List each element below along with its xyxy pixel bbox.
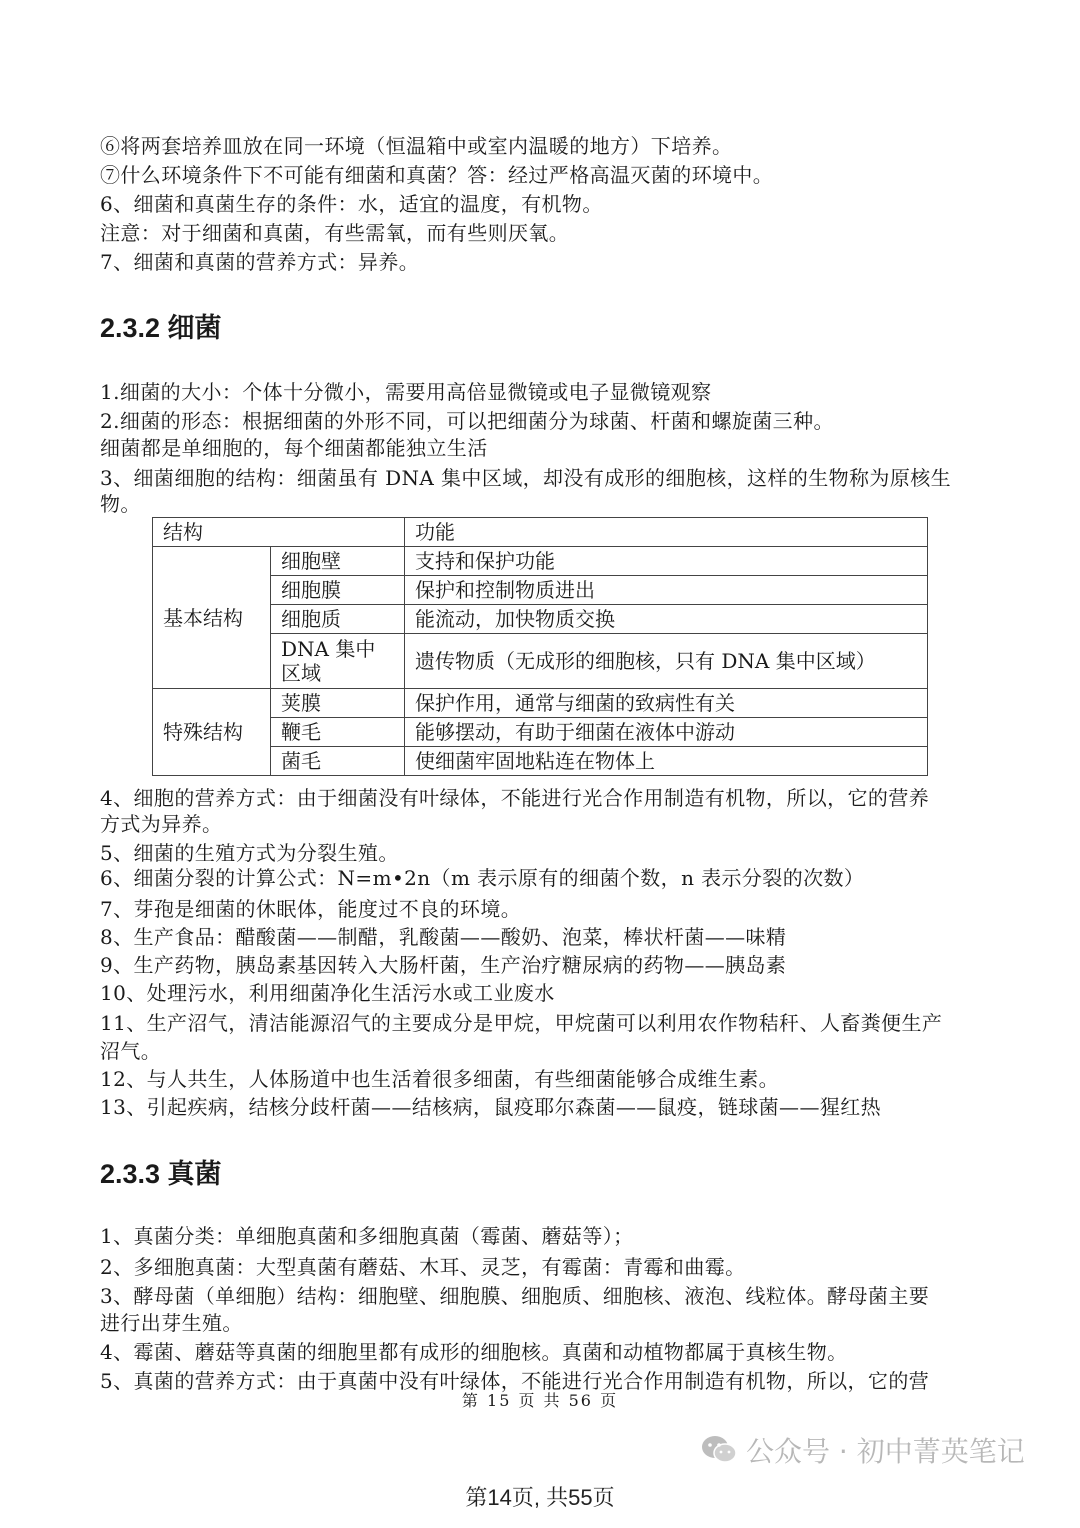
table-row	[153, 689, 928, 718]
table-cell: 细胞膜	[271, 576, 405, 605]
table-header-row	[153, 518, 928, 547]
table-cell: 荚膜	[271, 689, 405, 718]
text-line: 物。	[100, 492, 141, 516]
table-cell: 细胞壁	[271, 547, 405, 576]
watermark	[700, 1430, 1025, 1470]
watermark-text: 公众号 · 初中菁英笔记	[746, 1435, 1025, 1468]
table-group-cell: 特殊结构	[153, 689, 271, 776]
text-line: ⑥将两套培养皿放在同一环境（恒温箱中或室内温暖的地方）下培养。	[100, 134, 733, 158]
text-line: 7、芽孢是细菌的休眠体，能度过不良的环境。	[100, 897, 522, 921]
wechat-icon	[700, 1434, 738, 1466]
bacteria-structure-table	[152, 517, 928, 776]
text-line: 2、多细胞真菌：大型真菌有蘑菇、木耳、灵芝，有霉菌：青霉和曲霉。	[100, 1255, 746, 1279]
text-line: 13、引起疾病，结核分歧杆菌——结核病，鼠疫耶尔森菌——鼠疫，链球菌——猩红热	[100, 1095, 882, 1119]
section-heading-bacteria: 2.3.2 细菌	[100, 313, 222, 343]
text-line: 方式为异养。	[100, 812, 223, 836]
text-line: 8、生产食品：醋酸菌——制醋，乳酸菌——酸奶、泡菜，棒状杆菌——味精	[100, 925, 787, 949]
text-line: 5、细菌的生殖方式为分裂生殖。	[100, 841, 399, 865]
text-line: 4、细胞的营养方式：由于细菌没有叶绿体，不能进行光合作用制造有机物，所以，它的营养	[100, 786, 930, 810]
table-cell: 保护作用，通常与细菌的致病性有关	[405, 689, 928, 718]
text-line: 2.细菌的形态：根据细菌的外形不同，可以把细菌分为球菌、杆菌和螺旋菌三种。	[100, 409, 834, 433]
text-line: 进行出芽生殖。	[100, 1311, 243, 1335]
text-line: 1.细菌的大小：个体十分微小，需要用高倍显微镜或电子显微镜观察	[100, 380, 712, 404]
text-line: 6、细菌和真菌生存的条件：水，适宜的温度，有机物。	[100, 192, 603, 216]
table-cell: 使细菌牢固地粘连在物体上	[405, 747, 928, 776]
text-line: 注意：对于细菌和真菌，有些需氧，而有些则厌氧。	[100, 221, 570, 245]
text-line: 1、真菌分类：单细胞真菌和多细胞真菌（霉菌、蘑菇等）；	[100, 1224, 634, 1248]
table-cell: 菌毛	[271, 747, 405, 776]
text-line: 10、处理污水，利用细菌净化生活污水或工业废水	[100, 981, 555, 1005]
text-line: 3、细菌细胞的结构：细菌虽有 DNA 集中区域，却没有成形的细胞核，这样的生物称为原核生	[100, 466, 952, 490]
section-heading-fungi: 2.3.3 真菌	[100, 1159, 222, 1189]
table-cell: 保护和控制物质进出	[405, 576, 928, 605]
text-line: 9、生产药物，胰岛素基因转入大肠杆菌，生产治疗糖尿病的药物——胰岛素	[100, 953, 787, 977]
text-line: 12、与人共生，人体肠道中也生活着很多细菌，有些细菌能够合成维生素。	[100, 1067, 780, 1091]
page-number: 第 15 页 共 56 页	[461, 1391, 619, 1410]
table-cell: 遗传物质（无成形的细胞核，只有 DNA 集中区域）	[405, 634, 928, 689]
text-line: 细菌都是单细胞的，每个细菌都能独立生活	[100, 436, 488, 460]
table-header-cell: 结构	[153, 518, 405, 547]
text-line: 6、细菌分裂的计算公式：N=m•2n（m 表示原有的细菌个数，n 表示分裂的次数）	[100, 866, 865, 890]
text-line: 3、酵母菌（单细胞）结构：细胞壁、细胞膜、细胞质、细胞核、液泡、线粒体。酵母菌主要	[100, 1284, 930, 1308]
table-cell: 细胞质	[271, 605, 405, 634]
table-cell: 能流动，加快物质交换	[405, 605, 928, 634]
text-line: 11、生产沼气，清洁能源沼气的主要成分是甲烷，甲烷菌可以利用农作物秸秆、人畜粪便生产	[100, 1011, 943, 1035]
table-cell: 支持和保护功能	[405, 547, 928, 576]
table-cell: 能够摆动，有助于细菌在液体中游动	[405, 718, 928, 747]
text-line: 5、真菌的营养方式：由于真菌中没有叶绿体，不能进行光合作用制造有机物，所以，它的营	[100, 1369, 930, 1393]
table-cell: DNA 集中区域	[271, 634, 405, 689]
table-group-cell: 基本结构	[153, 547, 271, 689]
table-header-cell: 功能	[405, 518, 928, 547]
table-cell: 鞭毛	[271, 718, 405, 747]
text-line: 7、细菌和真菌的营养方式：异养。	[100, 250, 420, 274]
table-row	[153, 547, 928, 576]
text-line: ⑦什么环境条件下不可能有细菌和真菌？答：经过严格高温灭菌的环境中。	[100, 163, 774, 187]
text-line: 4、霉菌、蘑菇等真菌的细胞里都有成形的细胞核。真菌和动植物都属于真核生物。	[100, 1340, 848, 1364]
footer-page-count: 第14页, 共55页	[465, 1485, 615, 1510]
text-line: 沼气。	[100, 1039, 162, 1063]
